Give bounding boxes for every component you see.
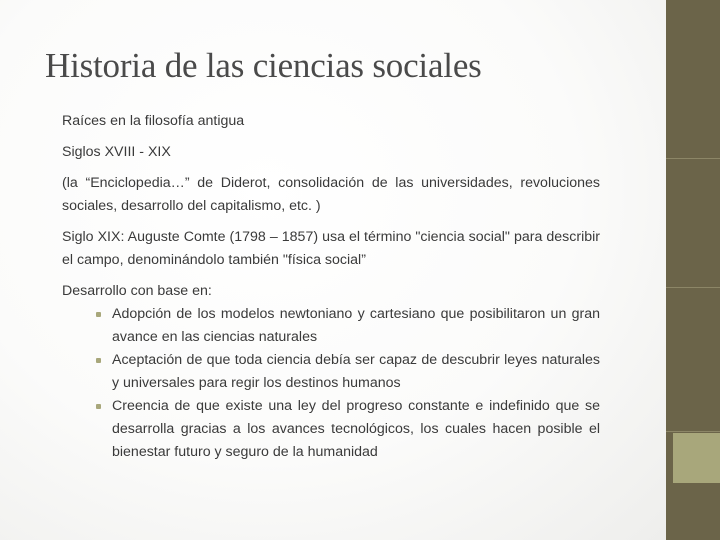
bullet-text: Adopción de los modelos newtoniano y cartesiano que posibilitaron un gran avance en las ciencias naturales — [112, 306, 600, 345]
body-paragraph: Desarrollo con base en: — [62, 283, 212, 299]
bullet-text: Creencia de que existe una ley del progreso constante e indefinido que se desarrolla gracias a los avances tecnológicos, los cuales hacen posible el bienestar futuro y seguro de la humanidad — [112, 398, 600, 460]
bullet-list — [62, 303, 600, 464]
square-bullet-icon — [96, 404, 101, 409]
square-bullet-icon — [96, 312, 101, 317]
bullet-item — [112, 303, 600, 349]
body-paragraph: Siglo XIX: Auguste Comte (1798 – 1857) usa el término "ciencia social" para describir el campo, denominándolo también "física social” — [62, 229, 600, 268]
bullet-item — [112, 349, 600, 395]
bullet-text: Aceptación de que toda ciencia debía ser capaz de descubrir leyes naturales y universales para regir los destinos humanos — [112, 352, 600, 391]
body-paragraph: (la “Enciclopedia…” de Diderot, consolidación de las universidades, revoluciones sociales, desarrollo del capitalismo, etc. ) — [62, 175, 600, 214]
accent-block — [673, 433, 720, 483]
square-bullet-icon — [96, 358, 101, 363]
slide-body — [62, 110, 600, 464]
bullet-item — [112, 395, 600, 464]
accent-divider — [666, 287, 720, 288]
accent-divider — [666, 431, 720, 432]
accent-divider — [666, 158, 720, 159]
slide-title: Historia de las ciencias sociales — [45, 46, 482, 85]
body-paragraph: Raíces en la filosofía antigua — [62, 113, 245, 129]
body-paragraph: Siglos XVIII - XIX — [62, 144, 171, 160]
